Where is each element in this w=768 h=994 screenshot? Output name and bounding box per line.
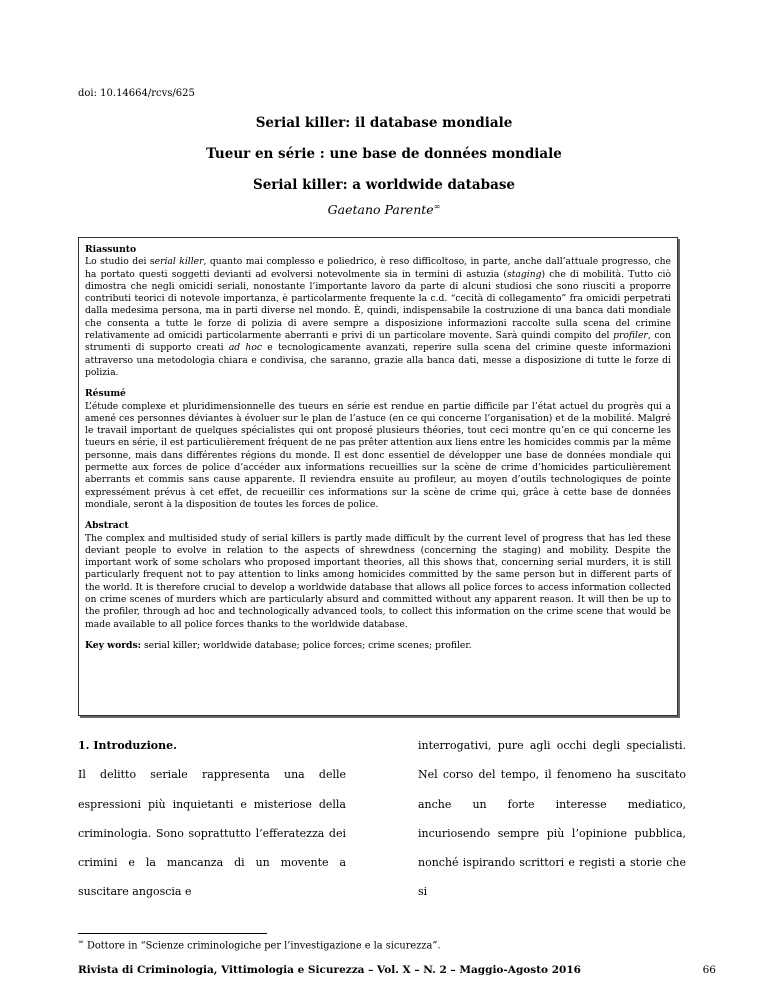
keywords: [85, 640, 671, 652]
doi: doi: 10.14664/rcvs/625: [78, 88, 195, 99]
keywords-text: serial killer; worldwide database; police forces; crime scenes; profiler.: [141, 639, 472, 651]
abstract-box: [78, 237, 678, 716]
abstract-text-span: , con strumenti di supporto creati: [85, 330, 672, 354]
footnote-mark: ∞: [78, 938, 84, 946]
abstract-italian-heading: Riassunto: [85, 244, 137, 255]
journal-footer: Rivista di Criminologia, Vittimologia e Sicurezza – Vol. X – N. 2 – Maggio-Agosto 2016: [78, 964, 581, 976]
body-column-left: [78, 731, 346, 907]
abstract-english-heading: Abstract: [85, 520, 129, 532]
abstract-text-span: e tecnologicamente avanzati, reperire sulla scena del crimine queste informazioni attraverso una metodologia chiara e condivisa, che saranno, grazie alla banca dati, messe a disposizione di tutte le forze di polizia.: [85, 342, 671, 378]
title-block: [0, 108, 768, 201]
abstract-italic-span: erial killer: [154, 256, 204, 268]
abstract-text-span: , quanto mai complesso e poliedrico, è reso difficoltoso, in parte, anche dall’attuale progresso, che ha portato questi soggetti devianti ad evolversi notevolmente sia in termini di astuzia (: [85, 256, 671, 280]
abstract-italic-span: profiler: [613, 330, 648, 342]
keywords-label: Key words:: [85, 639, 142, 651]
title-english: Serial killer: a worldwide database: [252, 177, 516, 193]
abstract-text-span: ) che di mobilità. Tutto ciò dimostra che negli omicidi seriali, nonostante l’importante lavoro da parte di alcuni studiosi che sono riusciti a proporre contributi teorici di notevole importanza, è particolarmente frequente la c.d. “cecità di collegamento” fra omicidi perpetrati dalla medesima persona, ma in parti diverse nel mondo. È, quindi, indispensabile la costruzione di una banca dati mondiale che consenta a tutte le forze di polizia di avere sempre a disposizione informazioni raccolte sulla scena del crimine relativamente ad omicidi particolarmente aberranti e privi di un particolare movente. Sarà quindi compito del: [85, 268, 671, 342]
page-number: 66: [702, 964, 716, 976]
abstract-italic-span: staging: [506, 268, 542, 280]
abstract-english: [85, 520, 671, 631]
body-column-right: [418, 731, 686, 907]
abstract-italian-text: [85, 256, 671, 379]
abstract-text-span: Lo studio dei s: [85, 256, 155, 268]
author-footnote-mark: ∞: [433, 202, 441, 211]
title-french: Tueur en série : une base de données mondiale: [206, 146, 562, 162]
author: [0, 202, 768, 217]
section-title: 1. Introduzione.: [78, 739, 177, 752]
footnote-text: Dottore in “Scienze criminologiche per l’investigazione e la sicurezza”.: [86, 940, 441, 952]
author-name: Gaetano Parente: [327, 202, 434, 218]
abstract-french: [85, 388, 671, 511]
abstract-italian: [85, 244, 671, 379]
title-italian: Serial killer: il database mondiale: [255, 115, 513, 131]
abstract-french-text: L’étude complexe et pluridimensionnelle des tueurs en série est rendue en partie difficile par l’état actuel du progrès qui a amené ces personnes déviantes à évoluer sur le plan de l’astuce (en ce qui concerne l’organisation) et de la mobilité. Malgré le travail important de quelques spécialistes qui ont proposé plusieurs théories, tout ceci montre qu’en ce qui concerne les tueurs en série, il est particulièrement fréquent de ne pas prêter attention aux liens entre les homicides commis par la même personne, mais dans différentes régions du monde. Il est donc essentiel de développer une base de données mondiale qui permette aux forces de police d’accéder aux informations recueillies sur la scène de crime d’homicides particulièrement aberrants et commis sans cause apparente. Il reviendra ensuite au profileur, au moyen d’outils technologiques de pointe expressément prévus à cet effet, de recueillir ces informations sur la scène de crime qui, grâce à cette base de données mondiale, seront à la disposition de toutes les forces de police.: [85, 400, 672, 510]
footnote: [78, 938, 440, 951]
abstract-english-text: The complex and multisided study of serial killers is partly made difficult by the current level of progress that has led these deviant people to evolve in relation to the aspects of shrewdness (concerning the staging) and mobility. Despite the important work of some scholars who proposed important theories, all this shows that, concerning serial murders, it is still particularly frequent not to pay attention to links among homicides committed by the same person but in different parts of the world. It is therefore crucial to develop a worldwide database that allows all police forces to access information collected on crime scenes of murders which are particularly absurd and committed without any apparent reason. It will then be up to the profiler, through ad hoc and technologically advanced tools, to collect this information on the crime scene that would be made available to all police forces thanks to the worldwide database.: [85, 532, 671, 630]
abstract-italic-span: ad hoc: [228, 342, 263, 354]
footnote-rule: [78, 933, 267, 934]
body-paragraph-right: interrogativi, pure agli occhi degli specialisti. Nel corso del tempo, il fenomeno ha suscitato anche un forte interesse mediatico, incuriosendo sempre più l’opinione pubblica, nonché ispirando scrittori e registi a storie che si: [418, 739, 686, 899]
body-paragraph-left: Il delitto seriale rappresenta una delle espressioni più inquietanti e misteriose della criminologia. Sono soprattutto l’efferatezza dei crimini e la mancanza di un movente a suscitare angoscia e: [78, 768, 346, 899]
abstract-french-heading: Résumé: [85, 388, 126, 400]
